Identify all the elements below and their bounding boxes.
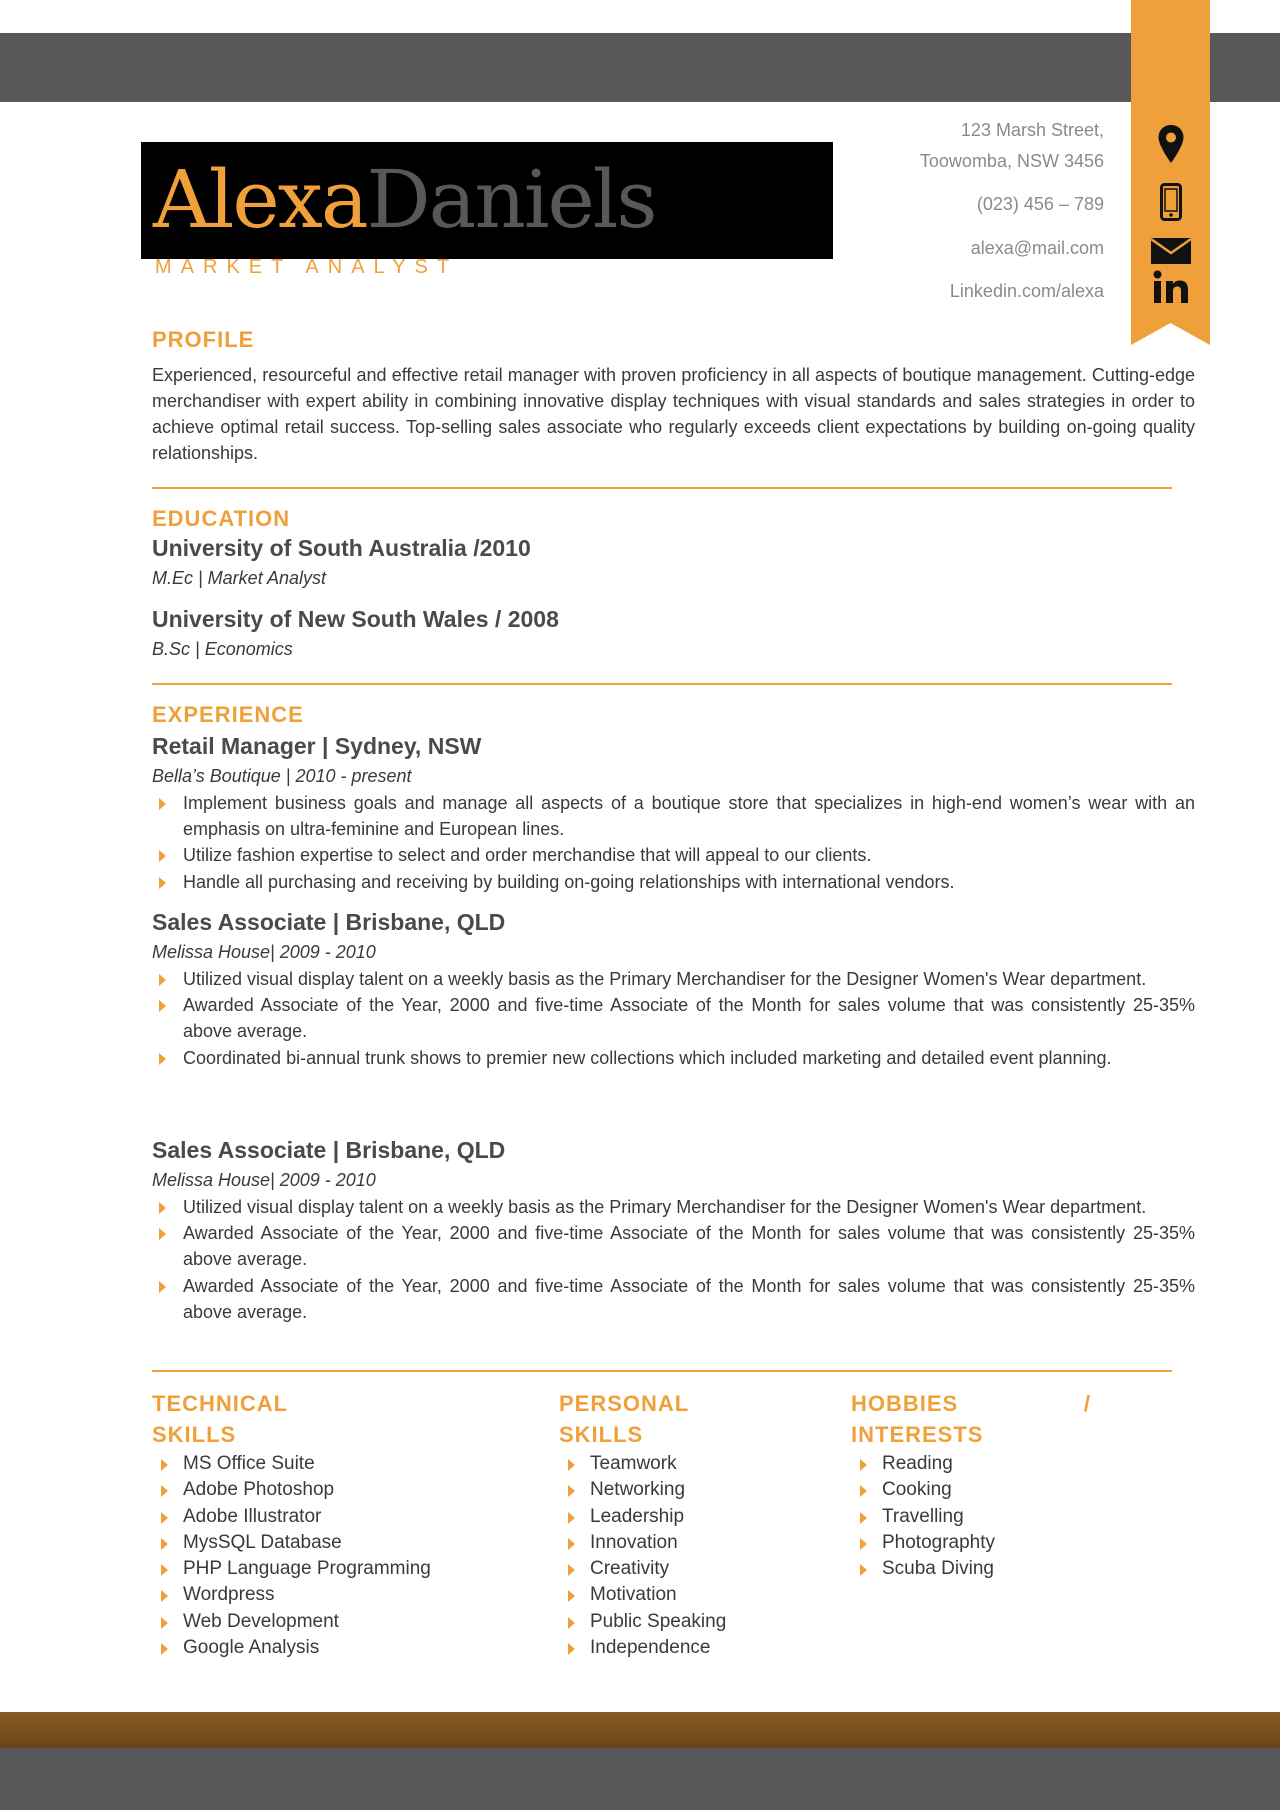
list-item: Coordinated bi-annual trunk shows to premier new collections which included marketing and detailed event planning. [152,1045,1195,1071]
divider [152,683,1172,685]
address-line2: Toowomba, NSW 3456 [919,151,1104,171]
list-item: Wordpress [152,1582,431,1608]
job-employer: Melissa House| 2009 - 2010 [152,942,376,962]
bullet-arrow-icon [568,1459,575,1471]
list-item: Independence [559,1635,726,1661]
section-title-experience: EXPERIENCE [152,702,304,727]
education-school: University of South Australia /2010 [152,535,531,561]
linkedin-icon [1131,270,1210,304]
email-icon [1131,238,1210,264]
job-heading: Sales Associate | Brisbane, QLD [152,1137,506,1163]
list-item: MS Office Suite [152,1451,431,1477]
list-item: Public Speaking [559,1609,726,1635]
list-item: Leadership [559,1504,726,1530]
list-item: Creativity [559,1556,726,1582]
bullet-arrow-icon [161,1564,168,1576]
education-degree: M.Ec | Market Analyst [152,568,327,588]
bullet-arrow-icon [860,1564,867,1576]
list-item: Web Development [152,1609,431,1635]
phone-icon [1131,183,1210,221]
phone-number: (023) 456 – 789 [976,194,1104,214]
section-title-personal-skills: PERSONAL SKILLS [559,1391,690,1447]
list-item: MysSQL Database [152,1530,431,1556]
profile-text: Experienced, resourceful and effective retail manager with proven proficiency in all aspects of boutique management. Cutting-edge merchandiser with expert ability in combining innovative display techniques with visual standards and sales strategies in order to achieve optimal retail success. Top-selling sales associate who regularly exceeds client expectations by building on-going quality relationships. [152,365,1195,463]
first-name: Alexa [153,153,367,246]
bullet-arrow-icon [161,1617,168,1629]
list-item: Implement business goals and manage all aspects of a boutique store that specializes in high-end women’s wear with an emphasis on ultra-feminine and European lines. [152,790,1195,842]
bullet-arrow-icon [568,1564,575,1576]
bullet-arrow-icon [159,877,166,889]
full-name [153,145,655,255]
list-item: Travelling [851,1504,995,1530]
email-link[interactable]: alexa@mail.com [970,238,1104,258]
divider [152,1370,1172,1372]
job-employer: Bella’s Boutique | 2010 - present [152,766,412,786]
list-item: Awarded Associate of the Year, 2000 and five-time Associate of the Month for sales volume that was consistently 25-35% above average. [152,1273,1195,1325]
hobbies-list [851,1451,995,1582]
bullet-arrow-icon [568,1485,575,1497]
bullet-arrow-icon [159,1000,166,1012]
bullet-arrow-icon [860,1485,867,1497]
job-heading: Sales Associate | Brisbane, QLD [152,909,506,935]
section-title-hobbies: HOBBIES / INTERESTS [851,1391,1091,1447]
bullet-arrow-icon [860,1459,867,1471]
job-heading: Retail Manager | Sydney, NSW [152,733,482,759]
list-item: PHP Language Programming [152,1556,431,1582]
header-band [0,33,1280,102]
list-item: Utilize fashion expertise to select and order merchandise that will appeal to our clients. [152,842,1195,868]
job-bullets [152,790,1195,895]
education-school: University of New South Wales / 2008 [152,606,559,632]
personal-skills-list [559,1451,726,1661]
list-item: Utilized visual display talent on a weekly basis as the Primary Merchandiser for the Designer Women's Wear department. [152,1194,1195,1220]
list-item: Awarded Associate of the Year, 2000 and five-time Associate of the Month for sales volume that was consistently 25-35% above average. [152,992,1195,1044]
list-item: Networking [559,1477,726,1503]
bullet-arrow-icon [159,850,166,862]
bullet-arrow-icon [568,1590,575,1602]
linkedin-link[interactable]: Linkedin.com/alexa [949,281,1104,301]
bullet-arrow-icon [159,1202,166,1214]
footer-band-gray [0,1748,1280,1810]
education-degree: B.Sc | Economics [152,639,293,659]
bullet-arrow-icon [568,1512,575,1524]
bullet-arrow-icon [159,798,166,810]
bullet-arrow-icon [159,1228,166,1240]
job-title: MARKET ANALYST [155,256,459,278]
footer-band-brown [0,1712,1280,1748]
job-bullets [152,1194,1195,1325]
bullet-arrow-icon [568,1643,575,1655]
section-title-education: EDUCATION [152,506,291,531]
list-item: Scuba Diving [851,1556,995,1582]
bullet-arrow-icon [161,1512,168,1524]
list-item: Teamwork [559,1451,726,1477]
bullet-arrow-icon [161,1459,168,1471]
divider [152,487,1172,489]
list-item: Handle all purchasing and receiving by building on-going relationships with international vendors. [152,869,1195,895]
bullet-arrow-icon [860,1538,867,1550]
list-item: Reading [851,1451,995,1477]
bullet-arrow-icon [159,974,166,986]
bullet-arrow-icon [860,1512,867,1524]
list-item: Adobe Illustrator [152,1504,431,1530]
last-name: Daniels [366,153,656,246]
address-line1: 123 Marsh Street, [960,120,1104,140]
list-item: Google Analysis [152,1635,431,1661]
job-bullets [152,966,1195,1071]
list-item: Cooking [851,1477,995,1503]
bullet-arrow-icon [568,1538,575,1550]
list-item: Photographty [851,1530,995,1556]
location-pin-icon [1131,124,1210,164]
bullet-arrow-icon [161,1538,168,1550]
section-title-profile: PROFILE [152,327,255,352]
technical-skills-list [152,1451,431,1661]
bullet-arrow-icon [161,1485,168,1497]
bullet-arrow-icon [159,1053,166,1065]
list-item: Motivation [559,1582,726,1608]
job-employer: Melissa House| 2009 - 2010 [152,1170,376,1190]
bullet-arrow-icon [161,1643,168,1655]
list-item: Utilized visual display talent on a weekly basis as the Primary Merchandiser for the Designer Women's Wear department. [152,966,1195,992]
bullet-arrow-icon [159,1281,166,1293]
section-title-technical-skills: TECHNICAL SKILLS [152,1391,289,1447]
list-item: Awarded Associate of the Year, 2000 and five-time Associate of the Month for sales volume that was consistently 25-35% above average. [152,1220,1195,1272]
bullet-arrow-icon [161,1590,168,1602]
bullet-arrow-icon [568,1617,575,1629]
list-item: Adobe Photoshop [152,1477,431,1503]
list-item: Innovation [559,1530,726,1556]
